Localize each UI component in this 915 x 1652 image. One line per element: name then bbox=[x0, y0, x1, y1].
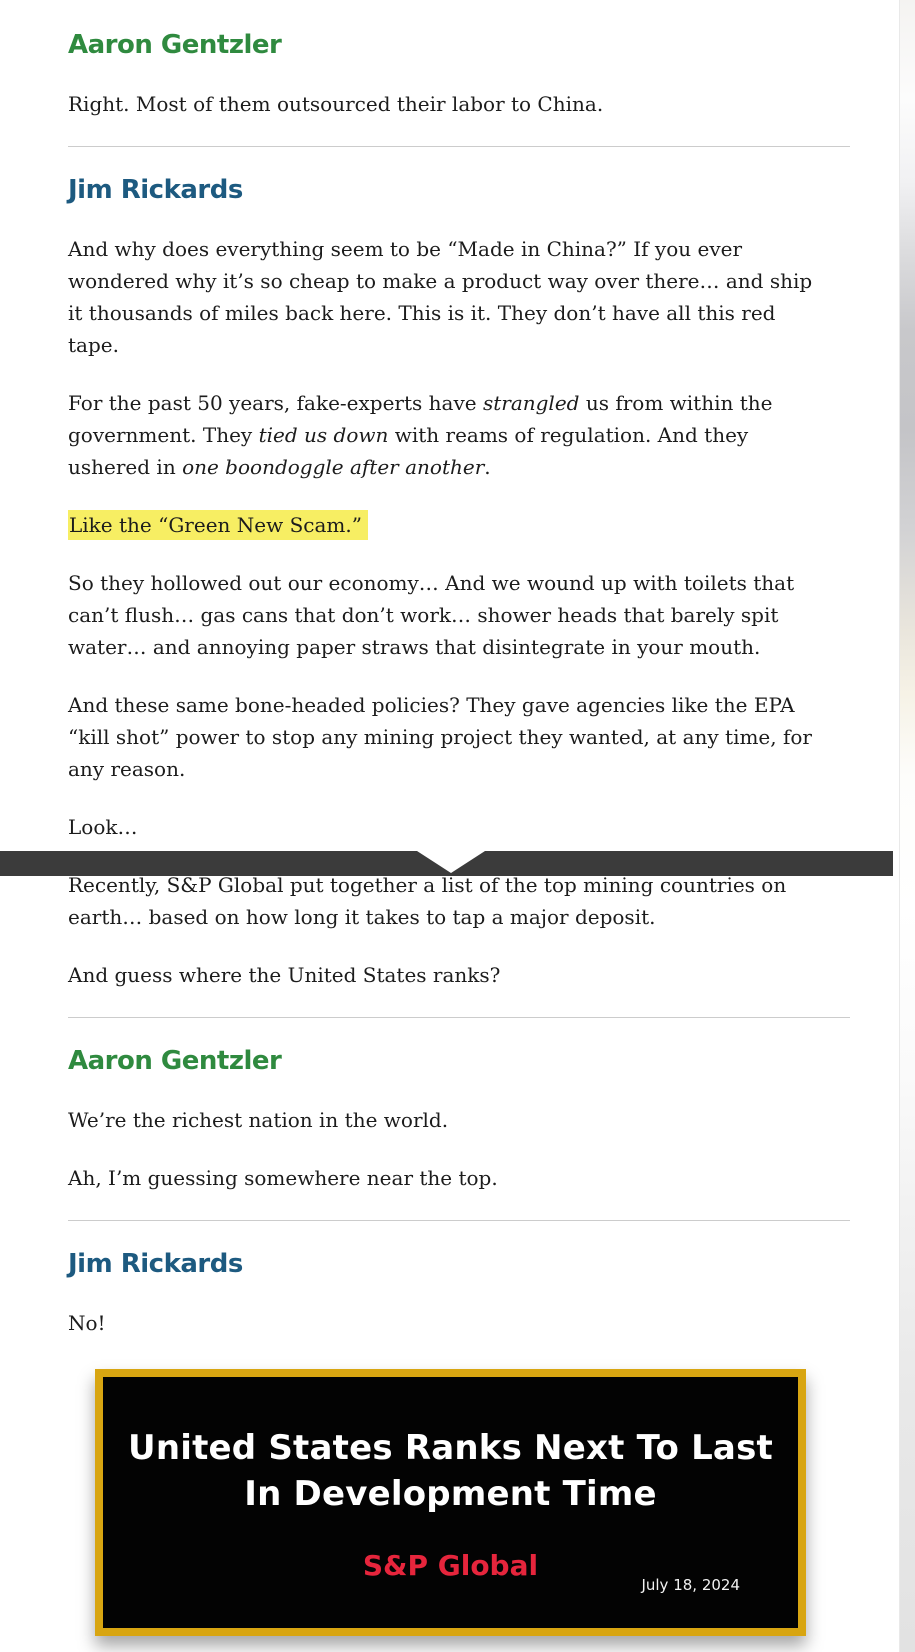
paragraph-jim-3: So they hollowed out our economy… And we wound up with toilets that can’t flush… gas cans that don’t work… shower heads that barely spit water… and annoying paper straws that disintegrate in your mouth. bbox=[68, 571, 795, 659]
text-run: us from within the government. They bbox=[68, 391, 773, 447]
section-divider-1 bbox=[68, 146, 850, 147]
speaker-heading-jim-1: Jim Rickards bbox=[68, 175, 243, 205]
paragraph-jim-1: And why does everything seem to be “Made in China?” If you ever wondered why it’s so cheap to make a product way over there… and ship it thousands of miles back here. This is it. They don’t have all this red tape. bbox=[68, 237, 813, 357]
card-date: July 18, 2024 bbox=[641, 1576, 740, 1594]
sp-global-quote-card bbox=[95, 1369, 806, 1636]
section-divider-2 bbox=[68, 1017, 850, 1018]
card-title-line-1: United States Ranks Next To Last bbox=[128, 1428, 773, 1468]
card-title-line-2: In Development Time bbox=[244, 1474, 657, 1514]
paragraph-aaron-1: Right. Most of them outsourced their labor to China. bbox=[68, 92, 604, 116]
card-title bbox=[103, 1425, 798, 1517]
paragraph-jim-5: Look… bbox=[68, 815, 138, 839]
paragraph-jim-8: No! bbox=[68, 1311, 106, 1335]
text-run: For the past 50 years, fake-experts have bbox=[68, 391, 483, 415]
speaker-heading-aaron-2: Aaron Gentzler bbox=[68, 1046, 282, 1076]
highlighted-text: Like the “Green New Scam.” bbox=[68, 510, 368, 540]
italic-run: strangled bbox=[482, 391, 580, 415]
text-run: . bbox=[484, 455, 491, 479]
speaker-heading-aaron-1: Aaron Gentzler bbox=[68, 30, 282, 60]
transcript-content bbox=[68, 0, 850, 1636]
text-run: with reams of regulation. And they ushered in bbox=[68, 423, 749, 479]
paragraph-jim-7: And guess where the United States ranks? bbox=[68, 963, 501, 987]
paragraph-aaron-3: Ah, I’m guessing somewhere near the top. bbox=[68, 1166, 498, 1190]
paragraph-jim-6: Recently, S&P Global put together a list of the top mining countries on earth… based on how long it takes to tap a major deposit. bbox=[68, 873, 787, 929]
paragraph-highlighted bbox=[68, 509, 816, 541]
paragraph-jim-4: And these same bone-headed policies? They gave agencies like the EPA “kill shot” power to stop any mining project they wanted, at any time, for any reason. bbox=[68, 693, 812, 781]
italic-run: tied us down bbox=[258, 423, 389, 447]
paragraph-jim-2 bbox=[68, 387, 816, 483]
paragraph-aaron-2: We’re the richest nation in the world. bbox=[68, 1108, 449, 1132]
section-divider-3 bbox=[68, 1220, 850, 1221]
speaker-heading-jim-2: Jim Rickards bbox=[68, 1249, 243, 1279]
card-source-logo: S&P Global bbox=[362, 1549, 539, 1582]
italic-run: one boondoggle after another bbox=[182, 455, 485, 479]
right-edge-scroll-strip[interactable] bbox=[899, 0, 915, 1652]
